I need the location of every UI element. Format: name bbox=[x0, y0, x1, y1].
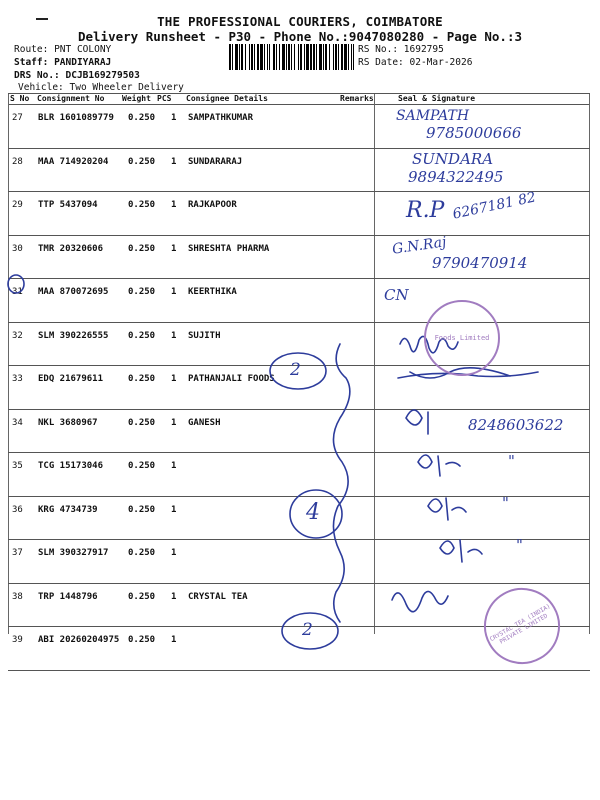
col-weight: Weight bbox=[122, 94, 151, 103]
row-sno: 31 bbox=[12, 287, 23, 297]
row-pcs: 1 bbox=[171, 330, 177, 341]
signature-37 bbox=[440, 540, 482, 562]
vehicle-value: Two Wheeler Delivery bbox=[69, 82, 184, 93]
row-consignment: BLR 1601089779 bbox=[38, 113, 114, 123]
row-weight: 0.250 bbox=[128, 635, 156, 645]
row-weight: 0.250 bbox=[128, 243, 156, 254]
row-pcs: 1 bbox=[171, 113, 177, 123]
row-weight: 0.250 bbox=[128, 200, 156, 210]
row-sno: 29 bbox=[12, 200, 23, 210]
ditto-mark-36: " bbox=[502, 494, 509, 512]
signature-30-name: G.N.Raj bbox=[391, 234, 448, 258]
row-consignee: RAJKAPOOR bbox=[188, 200, 237, 210]
row-sno: 32 bbox=[12, 330, 23, 341]
row-pcs: 1 bbox=[171, 504, 177, 515]
row-sno: 36 bbox=[12, 504, 23, 515]
row-weight: 0.250 bbox=[128, 113, 156, 123]
col-seal-signature: Seal & Signature bbox=[398, 94, 476, 103]
signature-29-mark: R.P bbox=[406, 198, 445, 223]
row-consignment: MAA 714920204 bbox=[38, 156, 109, 167]
row-pcs: 1 bbox=[171, 374, 177, 384]
row-consignee: SUJITH bbox=[188, 330, 221, 341]
row-weight: 0.250 bbox=[128, 287, 156, 297]
row-weight: 0.250 bbox=[128, 330, 156, 341]
row-consignment: MAA 870072695 bbox=[38, 287, 109, 297]
col-remarks: Remarks bbox=[340, 94, 374, 103]
route-label: Route: bbox=[14, 44, 49, 55]
row-sno: 30 bbox=[12, 243, 23, 254]
row-pcs: 1 bbox=[171, 635, 177, 645]
row-sno: 34 bbox=[12, 417, 23, 428]
company-seal-33: Foods Limited bbox=[424, 300, 500, 376]
signature-27-name: SAMPATH bbox=[396, 108, 470, 124]
company-title: THE PROFESSIONAL COURIERS, COIMBATORE bbox=[157, 14, 443, 29]
row-consignment: SLM 390226555 bbox=[38, 330, 109, 341]
row-weight: 0.250 bbox=[128, 548, 156, 558]
row-weight: 0.250 bbox=[128, 374, 156, 384]
signature-31-note: CN bbox=[384, 286, 409, 304]
signature-30-phone: 9790470914 bbox=[432, 254, 528, 272]
row-31-circle-mark bbox=[8, 275, 24, 293]
rs-no-value: 1692795 bbox=[403, 44, 444, 55]
col-pcs: PCS bbox=[157, 94, 172, 103]
row-consignee: KEERTHIKA bbox=[188, 287, 237, 297]
signature-28-phone: 9894322495 bbox=[408, 168, 504, 186]
route-value: PNT COLONY bbox=[54, 44, 112, 55]
signature-36 bbox=[428, 498, 466, 520]
row-consignee: GANESH bbox=[188, 417, 221, 428]
row-pcs: 1 bbox=[171, 548, 177, 558]
row-consignment: TCG 15173046 bbox=[38, 461, 104, 471]
row-weight: 0.250 bbox=[128, 591, 156, 602]
row-consignment: SLM 390327917 bbox=[38, 548, 109, 558]
row-sno: 28 bbox=[12, 156, 23, 167]
row-pcs: 1 bbox=[171, 287, 177, 297]
col-sno: S No bbox=[10, 94, 30, 103]
row-weight: 0.250 bbox=[128, 156, 156, 167]
row-pcs: 1 bbox=[171, 243, 177, 254]
circled-number-33: 2 bbox=[290, 360, 301, 380]
drs-value: DCJB169279503 bbox=[65, 70, 140, 81]
circled-number-36: 4 bbox=[306, 500, 320, 525]
row-consignee: SUNDARARAJ bbox=[188, 156, 243, 167]
row-sno: 35 bbox=[12, 461, 23, 471]
signature-34-phone: 8248603622 bbox=[468, 416, 564, 434]
row-pcs: 1 bbox=[171, 461, 177, 471]
row-sno: 27 bbox=[12, 113, 23, 123]
drs-label: DRS No.: bbox=[14, 70, 60, 81]
row-consignee: SHRESHTA PHARMA bbox=[188, 243, 270, 254]
row-pcs: 1 bbox=[171, 156, 177, 167]
row-consignment: EDQ 21679611 bbox=[38, 374, 104, 384]
ditto-mark-37: " bbox=[516, 536, 523, 554]
row-weight: 0.250 bbox=[128, 417, 156, 428]
row-consignee: CRYSTAL TEA bbox=[188, 591, 248, 602]
row-consignment: TRP 1448796 bbox=[38, 591, 98, 602]
row-consignment: NKL 3680967 bbox=[38, 417, 98, 428]
staff-value: PANDIYARAJ bbox=[54, 57, 112, 68]
company-seal-38: CRYSTAL TEA (INDIA) PRIVATE LIMITED bbox=[470, 574, 574, 678]
rs-no-label: RS No.: bbox=[358, 44, 399, 55]
rs-date-label: RS Date: bbox=[358, 57, 404, 68]
col-consignment: Consignment No bbox=[37, 94, 105, 103]
row-consignee: PATHANJALI FOODS bbox=[188, 374, 275, 384]
signature-38 bbox=[392, 591, 448, 611]
row-pcs: 1 bbox=[171, 417, 177, 428]
row-sno: 38 bbox=[12, 591, 23, 602]
row-weight: 0.250 bbox=[128, 461, 156, 471]
signature-27-phone: 9785000666 bbox=[426, 124, 522, 142]
brace-line bbox=[333, 344, 349, 622]
row-consignee: SAMPATHKUMAR bbox=[188, 113, 254, 123]
row-sno: 33 bbox=[12, 374, 23, 384]
signature-29-phone: 6267181 82 bbox=[451, 189, 538, 223]
row-sno: 37 bbox=[12, 548, 23, 558]
row-pcs: 1 bbox=[171, 591, 177, 602]
row-consignment: TMR 20320606 bbox=[38, 243, 104, 254]
col-consignee: Consignee Details bbox=[186, 94, 268, 103]
staff-label: Staff: bbox=[14, 57, 49, 68]
vehicle-label: Vehicle: bbox=[18, 82, 64, 93]
signature-35 bbox=[418, 455, 460, 476]
row-consignment: KRG 4734739 bbox=[38, 504, 98, 515]
signature-34 bbox=[406, 410, 428, 434]
row-consignment: TTP 5437094 bbox=[38, 200, 98, 210]
runsheet-subtitle: Delivery Runsheet - P30 - Phone No.:9047080280 - Page No.:3 bbox=[77, 29, 522, 44]
signature-28-name: SUNDARA bbox=[412, 150, 494, 168]
row-sno: 39 bbox=[12, 635, 23, 645]
row-consignment: ABI 20260204975 bbox=[38, 635, 120, 645]
rs-date-value: 02-Mar-2026 bbox=[409, 57, 473, 68]
circled-number-39: 2 bbox=[302, 620, 313, 640]
row-pcs: 1 bbox=[171, 200, 177, 210]
ditto-mark-35: " bbox=[508, 452, 515, 470]
row-weight: 0.250 bbox=[128, 504, 156, 515]
